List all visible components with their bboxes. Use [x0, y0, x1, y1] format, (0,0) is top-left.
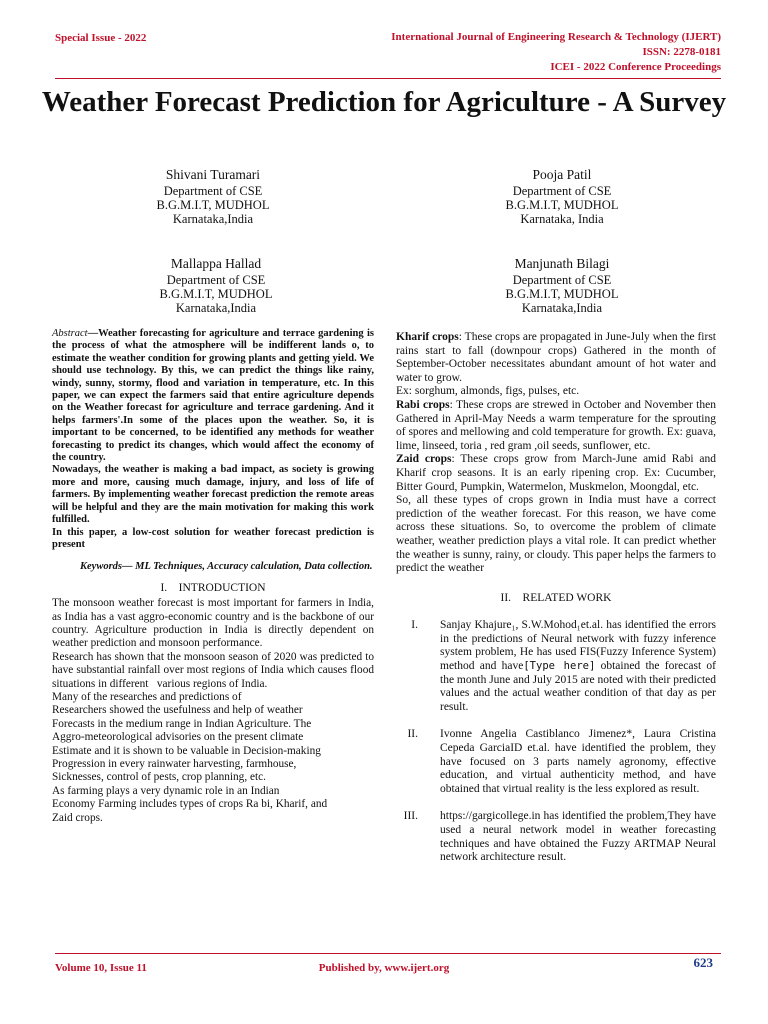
- author-inst: B.G.M.I.T, MUDHOL: [505, 198, 619, 212]
- rabi-label: Rabi crops: [396, 398, 450, 411]
- abstract-paragraph: Nowadays, the weather is making a bad impact, as society is growing more and more, causing much damage, injury, and loss of life of farmers. By implementing weather forecast prediction the remote areas will be helpful and they are the main motivation for making this work fulfilled.: [52, 464, 374, 526]
- page-number: 623: [693, 955, 713, 970]
- author-name: Shivani Turamari: [165, 167, 261, 182]
- paper-title: Weather Forecast Prediction for Agriculture - A Survey: [41, 86, 727, 118]
- header-issue: Special Issue - 2022: [55, 32, 147, 44]
- author-location: Karnataka,India: [521, 301, 603, 315]
- reference-item: III. https://gargicollege.in has identified the problem,They have used a neural network model in weather forecasting techniques and have obtained the Fuzzy ARTMAP Neural network architecture result.: [396, 810, 716, 864]
- header-issn: ISSN: 2278-0181: [642, 46, 721, 58]
- kharif-paragraph: Kharif crops: These crops are propagated in June-July when the first rains start to fall (downpour crops) Gathered in the month of September-October necessitates abundant amount of hot water and water to grow.: [396, 331, 716, 384]
- author-block: [93, 168, 333, 226]
- type-here-tag: [Type here]: [523, 660, 596, 673]
- header-journal: International Journal of Engineering Research & Technology (IJERT): [391, 31, 721, 43]
- header-journal-block: [391, 30, 721, 75]
- footer-publisher: Published by, www.ijert.org: [318, 962, 450, 974]
- footer-rule: [55, 953, 721, 954]
- author-location: Karnataka, India: [520, 212, 604, 226]
- author-location: Karnataka,India: [175, 301, 257, 315]
- text-line: Researchers showed the usefulness and help of weather: [52, 704, 303, 717]
- header-rule: [55, 78, 721, 79]
- left-column: [52, 328, 374, 825]
- right-column: [396, 331, 716, 865]
- text-line: Many of the researches and predictions of: [52, 690, 242, 703]
- section-heading-introduction: I. INTRODUCTION: [160, 581, 266, 594]
- zaid-paragraph: Zaid crops: These crops grow from March-June amid Rabi and Kharif crop seasons. It is an early ripening crop. Ex: Cucumber, Bitter Gourd, Pumpkin, Watermelon, Muskmelon, Moongdal, etc.: [396, 453, 716, 493]
- author-inst: B.G.M.I.T, MUDHOL: [159, 287, 273, 301]
- author-dept: Department of CSE: [512, 184, 612, 198]
- header-proceedings: ICEI - 2022 Conference Proceedings: [550, 61, 721, 73]
- kharif-label: Kharif crops: [396, 331, 459, 343]
- author-inst: B.G.M.I.T, MUDHOL: [156, 198, 270, 212]
- paragraph: The monsoon weather forecast is most important for farmers in India, as India has a vast aggro-economic country and is the backbone of our country. Agriculture production in India is directly dependent on weather prediction and monsoon performance.: [52, 597, 374, 650]
- author-dept: Department of CSE: [512, 273, 612, 287]
- abstract-paragraph: In this paper, a low-cost solution for weather forecast prediction is present: [52, 526, 374, 550]
- reference-item: I. Sanjay Khajure₁, S.W.Mohod₁et.al. has identified the errors in the predictions of Neural network with fuzzy inference system problem, He has used FIS(Fuzzy Inference System) method and have[Type here] obtained the forecast of the month June and July 2015 are noted with their predicted values and the actual weather condition of that day as per result.: [396, 619, 716, 714]
- paragraph: Research has shown that the monsoon season of 2020 was predicted to have substantial rainfall over most regions of India which causes flood situations in different various regions of India.: [52, 650, 374, 690]
- introduction-body: [52, 597, 374, 825]
- footer-volume: Volume 10, Issue 11: [55, 962, 147, 974]
- abstract-paragraph: Abstract—Weather forecasting for agriculture and terrace gardening is the process of what the atmosphere will be indifferent lands o, to estimate the weather condition for growing plants and getting yield. We should use technology. By this, we can predict the things like rainy, windy, sunny, stormy, flood and variation in temperature, etc. In this paper, we can expect the farmers said that entire agriculture depends on the Weather forecast for agriculture and terrace gardening. And it helps farmers'.In some of the places upon the weather. So, it is important to be concerned, to be identified any methods for weather forecasting to predict its changes, which would affect the economy of the country.: [52, 328, 374, 464]
- reference-number: II.: [407, 728, 418, 741]
- reference-number: I.: [411, 619, 418, 632]
- author-block: [442, 257, 682, 315]
- text-line: Progression in every rainwater harvesting, farmhouse,: [52, 758, 297, 770]
- author-dept: Department of CSE: [166, 273, 266, 287]
- summary-paragraph: So, all these types of crops grown in India must have a correct prediction of the weather forecast. For this reason, we have come across these situations. So, to overcome the problem of climate weather, weather prediction plays a vital role. It can predict whether the weather is sunny, rainy, or cloudy. This paper helps the farmers to predict the weather: [396, 494, 716, 575]
- author-name: Mallappa Hallad: [170, 256, 262, 271]
- rabi-paragraph: Rabi crops: These crops are strewed in October and November then Gathered in April-May Needs a warm temperature for the sprouting of spores and mellowing and cold temperature for growth. Ex: guava, lime, linseed, toria , red gram ,oil seeds, sunflower, etc.: [396, 398, 716, 452]
- author-inst: B.G.M.I.T, MUDHOL: [505, 287, 619, 301]
- text-line: Economy Farming includes types of crops Ra bi, Kharif, and: [52, 798, 328, 811]
- abstract-label: Abstract: [52, 328, 88, 339]
- text-line: Zaid crops.: [52, 811, 103, 824]
- author-name: Pooja Patil: [532, 167, 592, 182]
- section-heading-related-work: II. RELATED WORK: [500, 591, 612, 604]
- reference-item: II. Ivonne Angelia Castiblanco Jimenez*, Laura Cristina Cepeda GarciaID et.al. have identified the problem, they have focused on 3 parts namely agronomy, effective education, and virtual authenticity method, and have obtained that virtual reality is the less explored as result.: [396, 728, 716, 796]
- reference-number: III.: [403, 810, 418, 823]
- author-block: [442, 168, 682, 226]
- author-location: Karnataka,India: [172, 212, 254, 226]
- text-line: As farming plays a very dynamic role in an Indian: [52, 784, 280, 797]
- text-line: Forecasts in the medium range in Indian Agriculture. The: [52, 717, 312, 730]
- author-block: [96, 257, 336, 315]
- text-line: Aggro-meteorological advisories on the present climate: [52, 731, 304, 744]
- author-dept: Department of CSE: [163, 184, 263, 198]
- text-line: Sicknesses, control of pests, crop planning, etc.: [52, 771, 266, 784]
- keywords: Keywords— ML Techniques, Accuracy calculation, Data collection.: [80, 561, 373, 573]
- text-line: Estimate and it is shown to be valuable in Decision-making: [52, 744, 321, 757]
- kharif-examples: Ex: sorghum, almonds, figs, pulses, etc.: [396, 385, 580, 398]
- zaid-label: Zaid crops: [396, 453, 452, 466]
- author-name: Manjunath Bilagi: [514, 256, 610, 271]
